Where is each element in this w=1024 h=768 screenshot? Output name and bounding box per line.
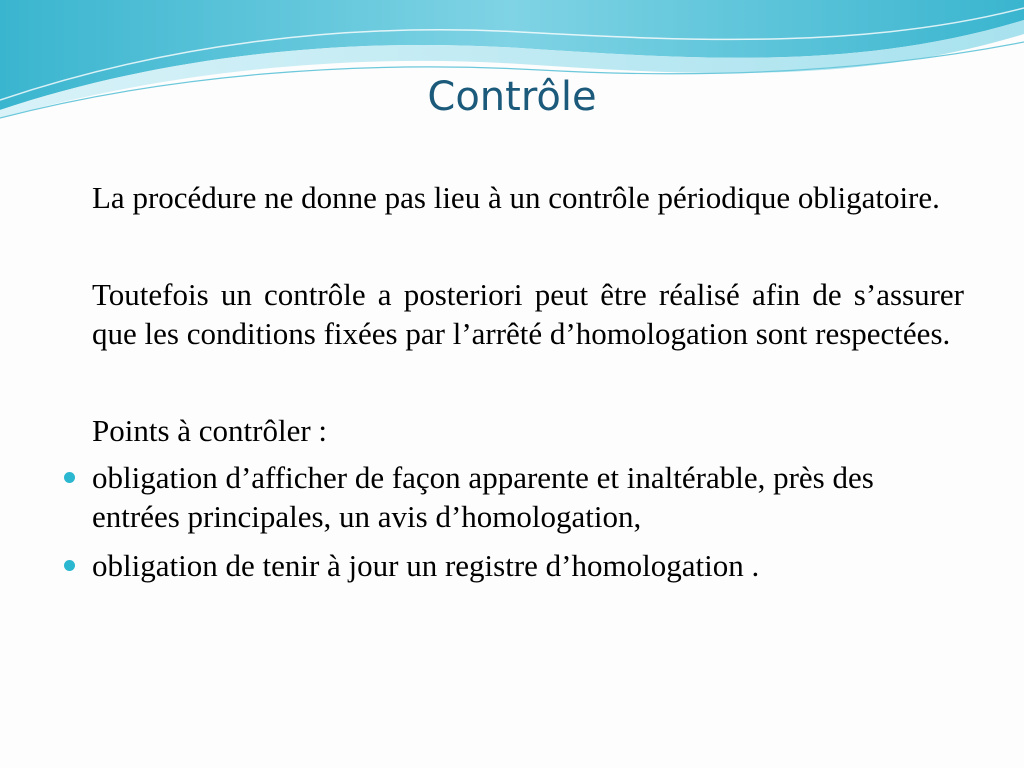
bullet-text: obligation de tenir à jour un registre d’homologation .	[92, 548, 760, 583]
bullet-item	[92, 458, 964, 536]
paragraph-procedure: La procédure ne donne pas lieu à un contrôle périodique obligatoire.	[92, 180, 940, 215]
bullet-dot-icon	[64, 472, 75, 483]
slide-title: Contrôle	[427, 74, 597, 120]
bullet-text: obligation d’afficher de façon apparente et inaltérable, près des entrées principales, un avis d’homologation,	[92, 460, 874, 534]
bullet-item	[92, 546, 964, 585]
bullet-list	[92, 458, 964, 585]
paragraph-controle-posteriori: Toutefois un contrôle a posteriori peut être réalisé afin de s’assurer que les conditions fixées par l’arrêté d’homologation sont respectées.	[92, 277, 964, 351]
bullet-dot-icon	[64, 560, 75, 571]
paragraph-points-a-controler: Points à contrôler :	[92, 413, 328, 448]
slide-body	[92, 178, 964, 595]
